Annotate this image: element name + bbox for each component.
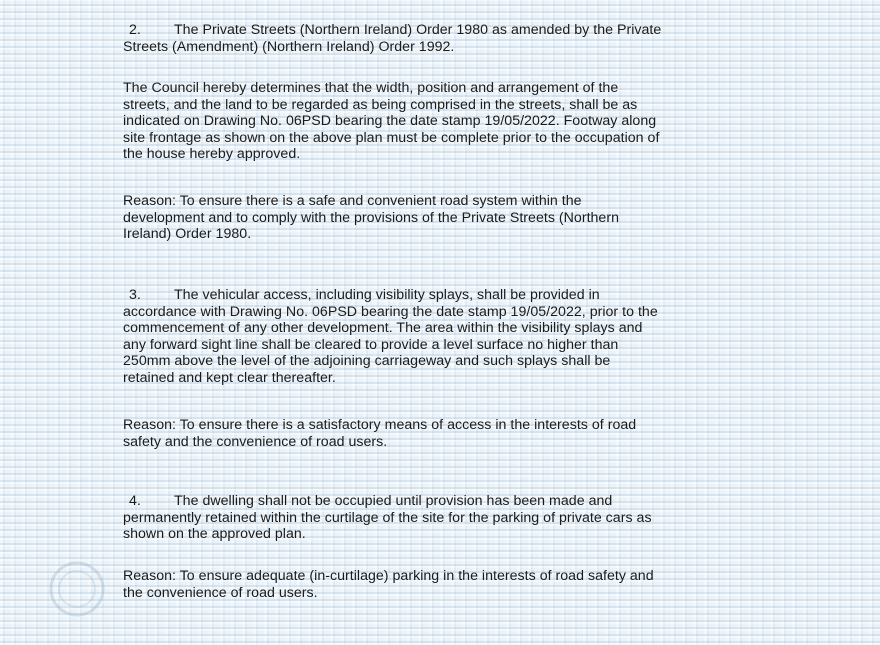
condition-4-number: 4. bbox=[129, 493, 141, 509]
condition-2-body: The Council hereby determines that the width, position and arrangement of the streets, and the land to be regarded as being comprised in the streets, shall be as indicated on Drawing No. 06PSD bearing the date stamp 19/05/2022. Footway along site frontage as shown on the above plan must be complete prior to the occupation of the house hereby approved. bbox=[123, 80, 660, 163]
condition-2-reason: Reason: To ensure there is a safe and convenient road system within the development and to comply with the provisions of the Private Streets (Northern Ireland) Order 1980. bbox=[123, 193, 620, 243]
condition-3-reason: Reason: To ensure there is a satisfactory means of access in the interests of road safety and the convenience of road users. bbox=[123, 417, 637, 450]
condition-3-number: 3. bbox=[129, 287, 141, 303]
condition-4-heading bbox=[123, 493, 748, 543]
condition-3-heading bbox=[123, 287, 748, 387]
condition-3-text: The vehicular access, including visibility splays, shall be provided in accordance with Drawing No. 06PSD bearing the date stamp 19/05/2022, prior to the commencement of any other development. The area within the visibility splays and any forward sight line shall be cleared to provide a level surface no higher than 250mm above the level of the adjoining carriageway and such splays shall be retained and kept clear thereafter. bbox=[123, 287, 658, 386]
condition-2-number: 2. bbox=[129, 22, 141, 38]
condition-2-heading bbox=[123, 22, 748, 55]
condition-2-text: The Private Streets (Northern Ireland) Order 1980 as amended by the Private Streets (Amendment) (Northern Ireland) Order 1992. bbox=[123, 22, 662, 55]
watermark-seal-icon bbox=[48, 560, 106, 618]
condition-4-text: The dwelling shall not be occupied until provision has been made and permanently retained within the curtilage of the site for the parking of private cars as shown on the approved plan. bbox=[123, 493, 652, 543]
condition-4-reason: Reason: To ensure adequate (in-curtilage) parking in the interests of road safety and the convenience of road users. bbox=[123, 568, 654, 601]
